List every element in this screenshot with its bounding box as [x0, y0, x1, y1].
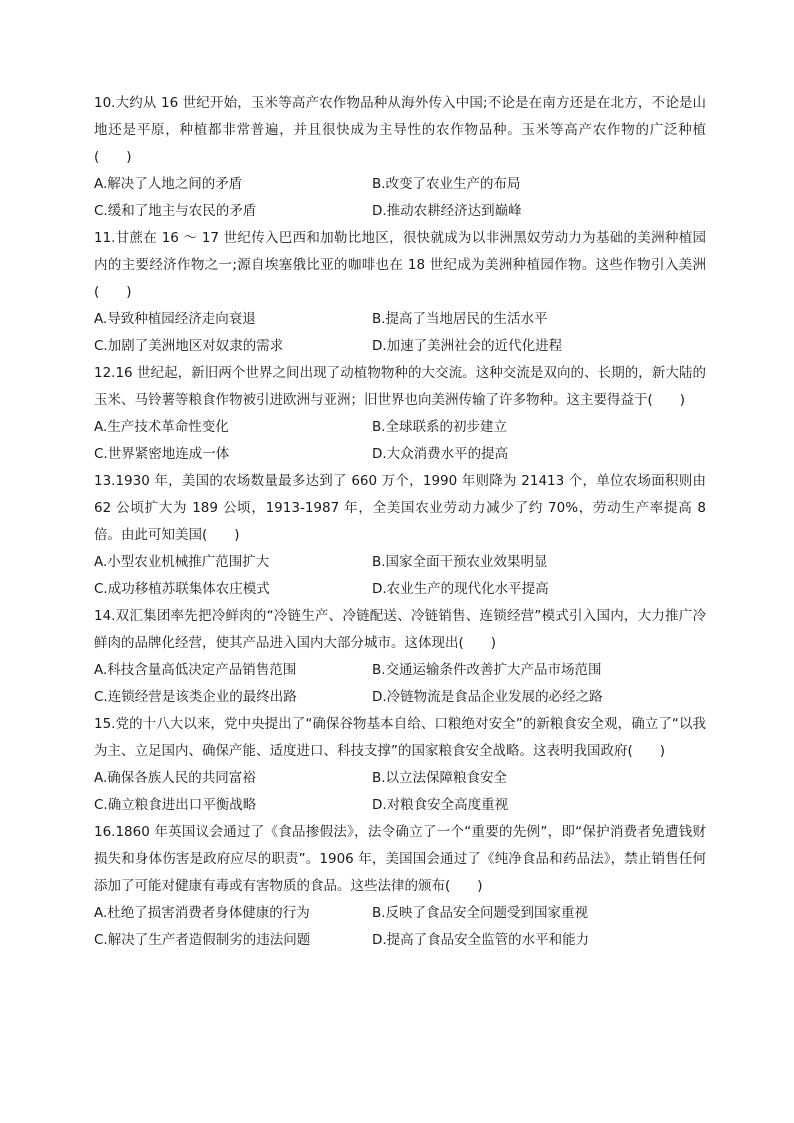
question-16	[94, 819, 706, 954]
option-d: D.推动农耕经济达到巅峰	[372, 203, 522, 219]
option-c: C.加剧了美洲地区对奴隶的需求	[94, 338, 284, 354]
option-grid	[94, 171, 706, 225]
option-d: D.提高了食品安全监管的水平和能力	[372, 932, 590, 948]
question-14	[94, 603, 706, 711]
option-c: C.解决了生产者造假制劣的违法问题	[94, 932, 311, 948]
question-12	[94, 360, 706, 468]
question-15	[94, 711, 706, 819]
question-stem: 11.甘蔗在 16 ～ 17 世纪传入巴西和加勒比地区，很快就成为以非洲黑奴劳动力为基础的美洲种植园内的主要经济作物之一;源自埃塞俄比亚的咖啡也在 18 世纪成为美洲种植园作物。这些作物引入美洲( )	[94, 230, 706, 300]
option-b: B.提高了当地居民的生活水平	[372, 311, 548, 327]
option-b: B.反映了食品安全问题受到国家重视	[372, 905, 589, 921]
option-d: D.加速了美洲社会的近代化进程	[372, 338, 563, 354]
option-d: D.大众消费水平的提高	[372, 446, 509, 462]
option-grid	[94, 549, 706, 603]
question-13	[94, 468, 711, 603]
question-stem: 14.双汇集团率先把冷鲜肉的“冷链生产、冷链配送、冷链销售、连锁经营”模式引入国内，大力推广冷鲜肉的品牌化经营，使其产品进入国内大部分城市。这体现出( )	[94, 608, 706, 651]
option-c: C.确立粮食进出口平衡战略	[94, 797, 257, 813]
option-a: A.解决了人地之间的矛盾	[94, 176, 243, 192]
option-grid	[94, 306, 706, 360]
question-11	[94, 225, 706, 360]
option-grid	[94, 414, 706, 468]
option-grid	[94, 657, 706, 711]
option-b: B.交通运输条件改善扩大产品市场范围	[372, 662, 602, 678]
option-b: B.国家全面干预农业效果明显	[372, 554, 548, 570]
question-stem: 13.1930 年，美国的农场数量最多达到了 660 万个，1990 年则降为 21413 个，单位农场面积则由 62 公顷扩大为 189 公顷，1913-1987 年，全美国农业劳动力减少了约 70%，劳动生产率提高 8 倍。由此可知美国( )	[94, 473, 711, 543]
option-grid	[94, 900, 706, 954]
question-10	[94, 90, 706, 225]
option-c: C.连锁经营是该类企业的最终出路	[94, 689, 297, 705]
question-stem: 12.16 世纪起，新旧两个世界之间出现了动植物物种的大交流。这种交流是双向的、长期的，新大陆的玉米、马铃薯等粮食作物被引进欧洲与亚洲；旧世界也向美洲传输了许多物种。这主要得益于( )	[94, 365, 706, 408]
question-stem: 16.1860 年英国议会通过了《食品掺假法》，法令确立了一个“重要的先例”，即“保护消费者免遭钱财损失和身体伤害是政府应尽的职责”。1906 年，美国国会通过了《纯净食品和药品法》，禁止销售任何添加了可能对健康有毒或有害物质的食品。这些法律的颁布( )	[94, 824, 706, 894]
option-c: C.世界紧密地连成一体	[94, 446, 230, 462]
exam-page	[94, 90, 711, 954]
option-d: D.对粮食安全高度重视	[372, 797, 509, 813]
option-a: A.导致种植园经济走向衰退	[94, 311, 256, 327]
option-b: B.以立法保障粮食安全	[372, 770, 508, 786]
question-stem: 15.党的十八大以来，党中央提出了“确保谷物基本自给、口粮绝对安全”的新粮食安全观，确立了“以我为主、立足国内、确保产能、适度进口、科技支撑”的国家粮食安全战略。这表明我国政府( )	[94, 716, 706, 759]
option-d: D.农业生产的现代化水平提高	[372, 581, 549, 597]
option-b: B.改变了农业生产的布局	[372, 176, 521, 192]
option-a: A.小型农业机械推广范围扩大	[94, 554, 270, 570]
option-c: C.缓和了地主与农民的矛盾	[94, 203, 257, 219]
option-c: C.成功移植苏联集体农庄模式	[94, 581, 270, 597]
option-d: D.冷链物流是食品企业发展的必经之路	[372, 689, 603, 705]
question-stem: 10.大约从 16 世纪开始，玉米等高产农作物品种从海外传入中国;不论是在南方还是在北方，不论是山地还是平原，种植都非常普遍，并且很快成为主导性的农作物品种。玉米等高产农作物的广泛种植( )	[94, 95, 706, 165]
option-a: A.确保各族人民的共同富裕	[94, 770, 256, 786]
option-a: A.杜绝了损害消费者身体健康的行为	[94, 905, 310, 921]
option-a: A.生产技术革命性变化	[94, 419, 229, 435]
option-b: B.全球联系的初步建立	[372, 419, 508, 435]
option-a: A.科技含量高低决定产品销售范围	[94, 662, 297, 678]
option-grid	[94, 765, 706, 819]
